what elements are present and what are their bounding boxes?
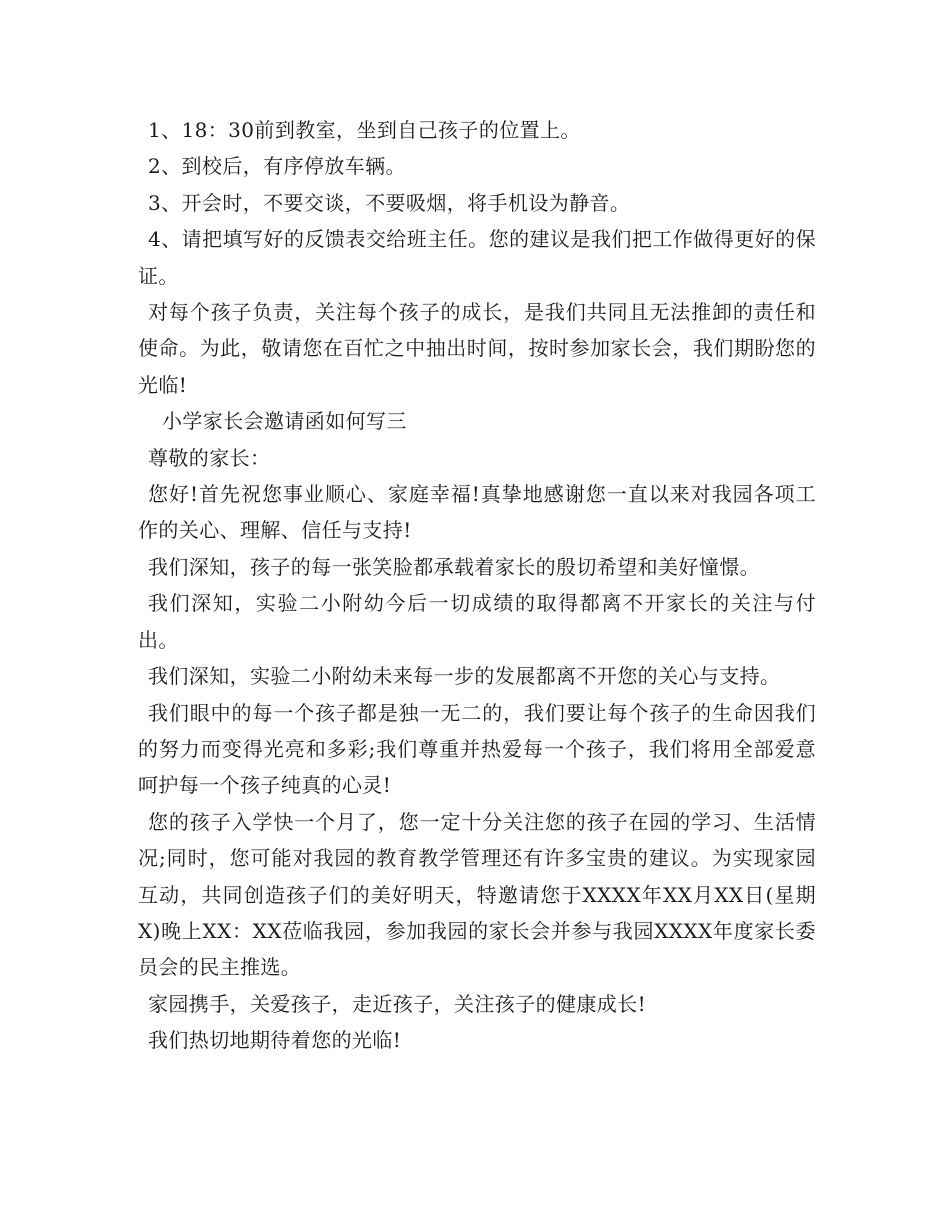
paragraph: 我们眼中的每一个孩子都是独一无二的，我们要让每个孩子的生命因我们的努力而变得光亮和多彩;我们尊重并热爱每一个孩子，我们将用全部爱意呵护每一个孩子纯真的心灵! [138,700,816,798]
paragraph: 我们深知，孩子的每一张笑脸都承载着家长的殷切希望和美好憧憬。 [148,554,760,579]
closing-line: 我们热切地期待着您的光临! [148,1028,402,1053]
list-item: 1、18：30前到教室，坐到自己孩子的位置上。 [148,118,581,142]
list-item: 4、请把填写好的反馈表交给班主任。您的建议是我们把工作做得更好的保证。 [138,227,816,288]
salutation: 尊敬的家长： [148,445,271,470]
list-item: 3、开会时，不要交谈，不要吸烟，将手机设为静音。 [148,190,631,215]
paragraph: 您的孩子入学快一个月了，您一定十分关注您的孩子在园的学习、生活情况;同时，您可能对我园的教育教学管理还有许多宝贵的建议。为实现家园互动，共同创造孩子们的美好明天，特邀请您于XXXX年XX月XX日(星期X)晚上XX：XX莅临我园，参加我园的家长会并参与我园XXXX年度家长委员会的民主推选。 [138,809,816,980]
paragraph: 我们深知，实验二小附幼未来每一步的发展都离不开您的关心与支持。 [148,664,781,689]
paragraph: 我们深知，实验二小附幼今后一切成绩的取得都离不开家长的关注与付出。 [138,591,816,652]
paragraph: 家园携手，关爱孩子，走近孩子，关注孩子的健康成长! [148,991,647,1016]
list-item: 2、到校后，有序停放车辆。 [148,154,406,179]
paragraph: 您好!首先祝您事业顺心、家庭幸福!真挚地感谢您一直以来对我园各项工作的关心、理解、信任与支持! [138,482,816,543]
document-body [138,112,816,1059]
section-heading: 小学家长会邀请函如何写三 [162,409,407,434]
paragraph: 对每个孩子负责，关注每个孩子的成长，是我们共同且无法推卸的责任和使命。为此，敬请您在百忙之中抽出时间，按时参加家长会，我们期盼您的光临! [138,300,816,397]
